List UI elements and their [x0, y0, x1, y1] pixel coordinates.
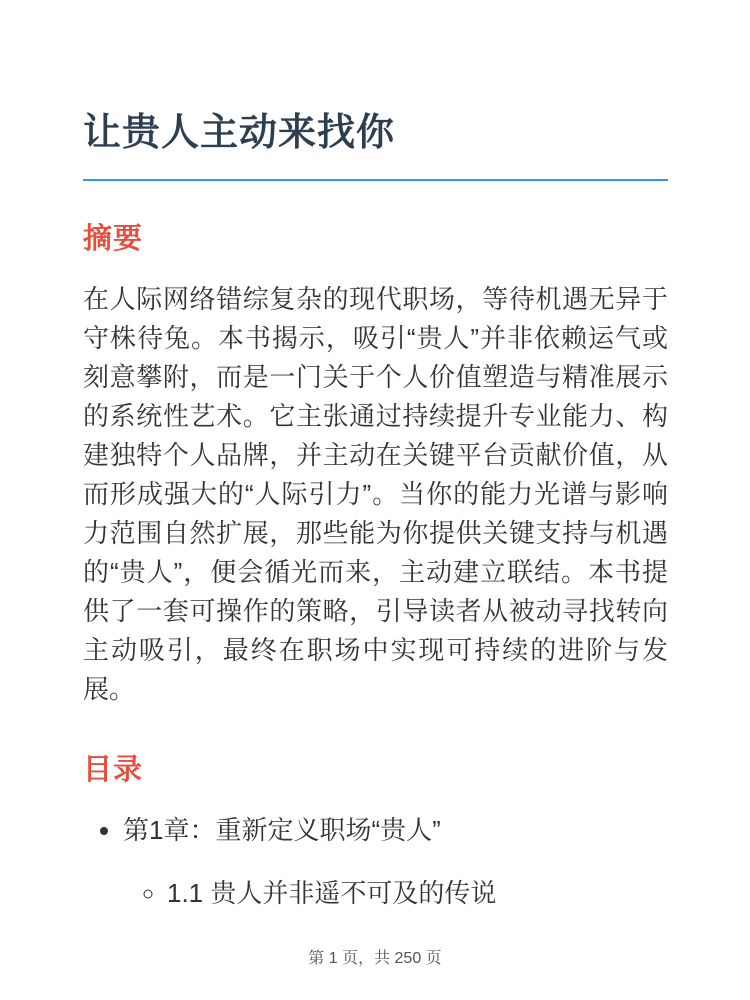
abstract-heading: 摘要: [83, 223, 144, 255]
toc-item-chapter-1-label: 第1章：重新定义职场“贵人”: [123, 815, 441, 845]
toc-sublist-chapter-1: [123, 874, 668, 912]
toc-item-chapter-1: [123, 811, 668, 912]
page-number-footer: 第 1 页，共 250 页: [308, 950, 442, 967]
toc-heading: 目录: [83, 754, 144, 786]
toc-subitem-1-1: ◦ 1.1 贵人并非遥不可及的传说: [167, 874, 668, 912]
toc-list: [83, 811, 668, 912]
abstract-paragraph: 在人际网络错综复杂的现代职场，等待机遇无异于守株待兔。本书揭示，吸引“贵人”并非依赖运气或刻意攀附，而是一门关于个人价值塑造与精准展示的系统性艺术。它主张通过持续提升专业能力、构建独特个人品牌，并主动在关键平台贡献价值，从而形成强大的“人际引力”。当你的能力光谱与影响力范围自然扩展，那些能为你提供关键支持与机遇的“贵人”，便会循光而来，主动建立联结。本书提供了一套可操作的策略，引导读者从被动寻找转向主动吸引，最终在职场中实现可持续的进阶与发展。: [83, 284, 668, 704]
page-title: 让贵人主动来找你: [83, 110, 668, 181]
